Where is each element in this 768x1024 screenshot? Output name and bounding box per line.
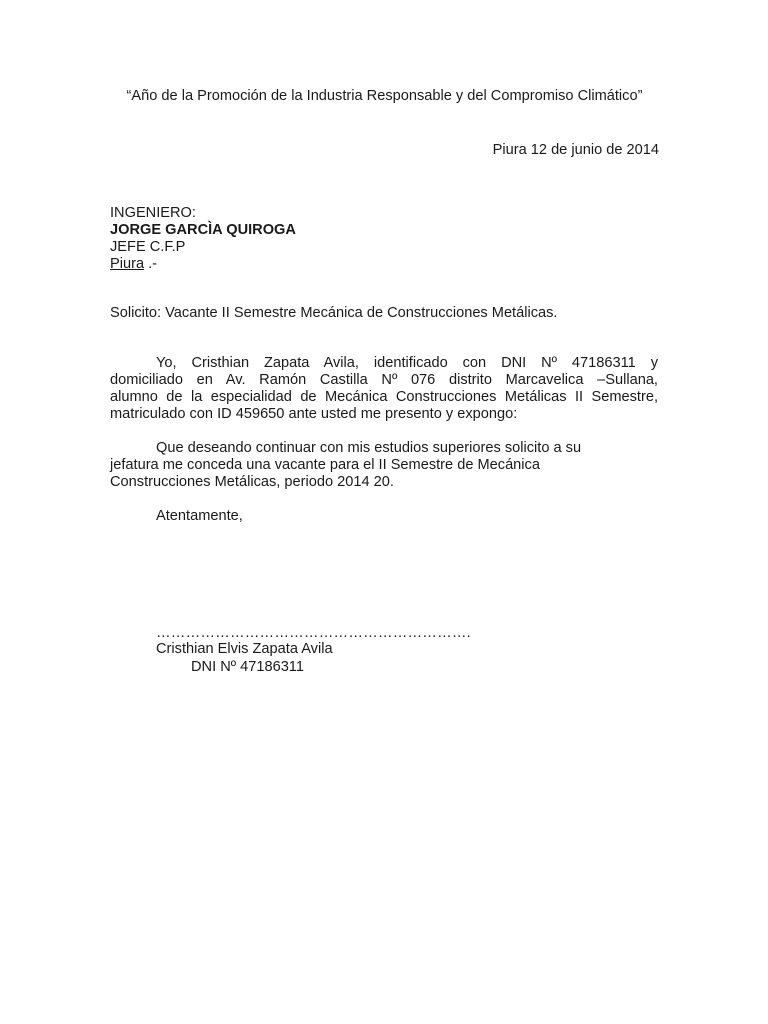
signature-name: Cristhian Elvis Zapata Avila <box>156 641 333 657</box>
letter-date: Piura 12 de junio de 2014 <box>492 142 659 158</box>
addressee-title: INGENIERO: <box>110 205 196 221</box>
subject-line: Solicito: Vacante II Semestre Mecánica de Construcciones Metálicas. <box>110 305 558 321</box>
body-paragraph-2 <box>110 440 610 491</box>
paragraph-line: Yo, Cristhian Zapata Avila, identificado con DNI Nº 47186311 y <box>156 355 658 371</box>
addressee-city-line <box>110 256 296 273</box>
addressee-city-suffix: .- <box>144 256 158 272</box>
addressee-city: Piura <box>110 256 145 272</box>
addressee-position: JEFE C.F.P <box>110 239 186 255</box>
paragraph-line: matriculado con ID 459650 ante usted me presento y expongo: <box>110 406 518 422</box>
addressee-block <box>110 205 296 273</box>
paragraph-line: jefatura me conceda una vacante para el II Semestre de Mecánica <box>110 457 540 473</box>
paragraph-line: domiciliado en Av. Ramón Castilla Nº 076 distrito Marcavelica –Sullana, <box>110 372 658 388</box>
addressee-name: JORGE GARCÌA QUIROGA <box>110 222 296 238</box>
paragraph-line: Que deseando continuar con mis estudios superiores solicito a su <box>156 440 582 456</box>
signature-line: ………………………………………………………. <box>156 625 471 641</box>
signature-dni: DNI Nº 47186311 <box>191 659 304 675</box>
year-motto: “Año de la Promoción de la Industria Responsable y del Compromiso Climático” <box>126 88 643 104</box>
paragraph-line: Construcciones Metálicas, periodo 2014 20. <box>110 474 394 490</box>
closing-salutation: Atentamente, <box>156 508 243 524</box>
paragraph-line: alumno de la especialidad de Mecánica Construcciones Metálicas II Semestre, <box>110 389 658 405</box>
body-paragraph-1 <box>110 355 658 423</box>
